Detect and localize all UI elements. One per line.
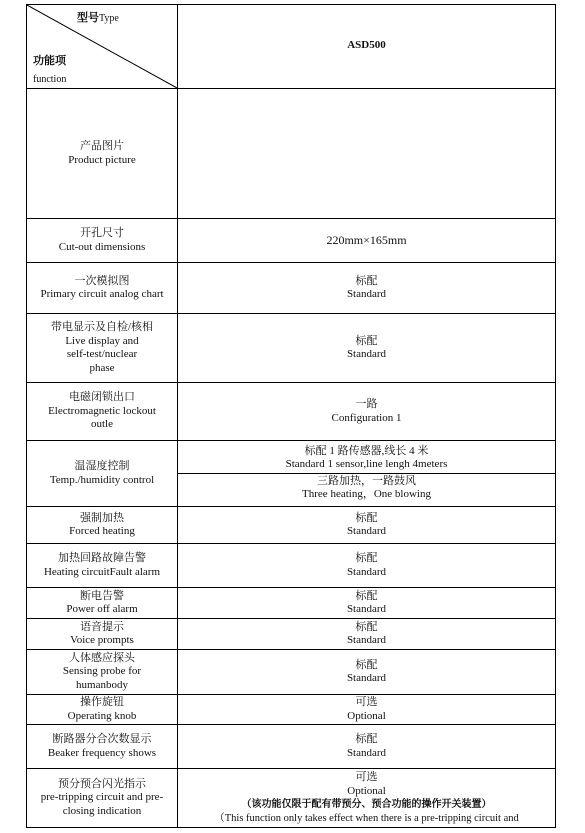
row-value	[178, 383, 556, 441]
value-line-1: 标配	[355, 589, 378, 602]
label-en: Beaker frequency shows	[47, 746, 157, 759]
row-value	[178, 441, 556, 507]
label-cn: 电磁闭锁出口	[69, 391, 135, 404]
model-name: ASD500	[178, 5, 556, 89]
row-value	[178, 769, 556, 828]
value-line-2: Standard	[346, 565, 387, 578]
row-label	[27, 507, 178, 544]
note-cn: （该功能仅限于配有带预分、预合功能的操作开关装置）	[241, 799, 492, 810]
label-en: Cut-out dimensions	[58, 240, 146, 253]
row-value	[178, 507, 556, 544]
row-pre-tripping	[27, 769, 556, 828]
label-cn: 一次模拟图	[74, 274, 130, 287]
value-line-2: Standard	[346, 603, 387, 615]
value-line-1: 标配 1 路传感器,线长 4 米	[304, 444, 429, 457]
row-label	[27, 89, 178, 219]
function-label	[33, 51, 66, 89]
spec-table	[26, 4, 556, 828]
value-line-1: 标配	[355, 511, 378, 524]
note-en: （This function only takes effect when there is a pre-tripping circuit and	[214, 812, 519, 824]
value-line-2: Optional	[347, 709, 386, 722]
row-product-picture	[27, 89, 556, 219]
row-live-display	[27, 314, 556, 383]
value-line-4: Three heating，One blowing	[302, 488, 431, 500]
row-sensing-probe	[27, 650, 556, 695]
value-line-1: 标配	[355, 274, 378, 287]
label-en: Operating knob	[67, 709, 137, 722]
type-label-cn: 型号	[77, 11, 99, 24]
label-en: Live display and self-test/nuclear phase	[65, 334, 139, 374]
label-cn: 断电告警	[80, 589, 124, 602]
row-value	[178, 544, 556, 588]
label-en: Voice prompts	[70, 634, 134, 646]
row-temp-humidity	[27, 441, 556, 507]
product-picture-cell	[178, 89, 556, 219]
row-heating-fault	[27, 544, 556, 588]
label-en: pre-tripping circuit and pre-closing indication	[40, 791, 164, 817]
label-cn: 强制加热	[80, 511, 124, 524]
value-line-1: 可选	[355, 696, 378, 708]
function-label-en: function	[33, 74, 67, 85]
label-en: Heating circuitFault alarm	[43, 565, 161, 578]
header-diagonal-cell	[27, 5, 178, 89]
label-en: Primary circuit analog chart	[40, 288, 164, 300]
label-cn: 预分预合闪光指示	[58, 777, 146, 790]
value-line-2: Configuration 1	[331, 411, 402, 424]
row-value	[178, 650, 556, 695]
row-label	[27, 695, 178, 725]
row-label	[27, 650, 178, 695]
label-cn: 带电显示及自检/核相	[50, 321, 154, 333]
value-line-2: Standard	[346, 288, 387, 300]
row-value	[178, 619, 556, 650]
row-value	[178, 725, 556, 769]
label-en: Electromagnetic lockout outle	[48, 404, 156, 431]
label-en: Power off alarm	[66, 603, 138, 615]
row-value	[178, 314, 556, 383]
row-label	[27, 263, 178, 314]
row-value	[178, 263, 556, 314]
row-label	[27, 383, 178, 441]
value-line-2: Optional	[347, 784, 386, 797]
row-operating-knob	[27, 695, 556, 725]
label-cn: 语音提示	[80, 620, 124, 633]
value-line-1: 标配	[355, 733, 378, 745]
temp-subcell-heating	[178, 474, 555, 504]
row-forced-heating	[27, 507, 556, 544]
temp-subcell-sensor	[178, 444, 555, 474]
value-line-1: 一路	[355, 398, 378, 410]
row-label	[27, 619, 178, 650]
row-label	[27, 314, 178, 383]
row-label	[27, 725, 178, 769]
header-row	[27, 5, 556, 89]
value-line-1: 可选	[355, 771, 378, 783]
type-label-en: Type	[99, 13, 119, 24]
row-label	[27, 441, 178, 507]
value-line-1: 标配	[355, 334, 378, 347]
label-en: Product picture	[68, 153, 136, 166]
label-cn: 操作旋钮	[80, 696, 124, 708]
value-line-1: 标配	[355, 552, 378, 564]
value-line-3: 三路加热，一路鼓风	[317, 474, 416, 487]
row-analog-chart	[27, 263, 556, 314]
value-line-2: Standard	[346, 672, 387, 684]
type-label	[77, 11, 119, 26]
value-line-1: 标配	[355, 658, 378, 671]
row-label	[27, 544, 178, 588]
row-value	[178, 695, 556, 725]
row-label	[27, 588, 178, 619]
label-en: Sensing probe for humanbody	[62, 665, 142, 691]
value-line-1: 220mm×165mm	[326, 232, 407, 247]
function-label-cn: 功能项	[33, 54, 66, 67]
row-breaker-frequency	[27, 725, 556, 769]
label-cn: 人体感应探头	[69, 651, 135, 664]
row-em-lockout	[27, 383, 556, 441]
label-cn: 温湿度控制	[74, 460, 130, 472]
label-cn: 开孔尺寸	[80, 227, 124, 239]
value-line-2: Standard	[346, 746, 387, 759]
row-label	[27, 219, 178, 263]
value-line-2: Standard	[346, 525, 387, 537]
label-cn: 断路器分合次数显示	[52, 733, 152, 745]
label-cn: 产品图片	[80, 140, 124, 152]
row-value	[178, 588, 556, 619]
value-line-2: Standard	[346, 348, 387, 360]
row-label	[27, 769, 178, 828]
label-en: Temp./humidity control	[49, 473, 155, 486]
row-cutout	[27, 219, 556, 263]
label-cn: 加热回路故障告警	[58, 552, 146, 564]
row-power-off	[27, 588, 556, 619]
label-en: Forced heating	[69, 525, 135, 537]
value-line-1: 标配	[355, 620, 378, 633]
row-voice-prompts	[27, 619, 556, 650]
value-line-2: Standard	[346, 634, 387, 646]
row-value	[178, 219, 556, 263]
value-line-2: Standard 1 sensor,line lengh 4meters	[285, 458, 448, 470]
